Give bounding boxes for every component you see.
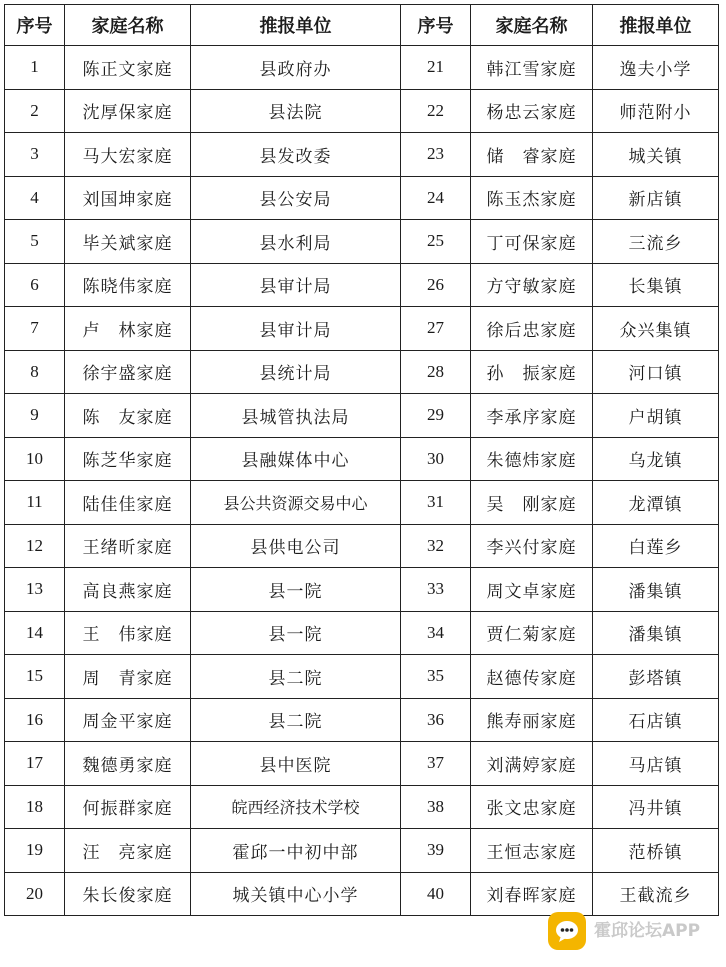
cell-family-name: 赵德传家庭: [471, 655, 593, 699]
cell-family-name: 朱长俊家庭: [65, 872, 191, 916]
cell-family-name: 刘满婷家庭: [471, 742, 593, 786]
cell-nominating-unit: 县法院: [191, 89, 401, 133]
header-seq: 序号: [401, 5, 471, 46]
table-row: [5, 394, 719, 438]
cell-nominating-unit: 彭塔镇: [593, 655, 719, 699]
cell-seq: 9: [5, 394, 65, 438]
header-row: [5, 5, 719, 46]
cell-nominating-unit: 马店镇: [593, 742, 719, 786]
cell-seq: 33: [401, 568, 471, 612]
cell-seq: 32: [401, 524, 471, 568]
cell-nominating-unit: 长集镇: [593, 263, 719, 307]
chat-bubble-icon: [548, 912, 586, 950]
cell-seq: 2: [5, 89, 65, 133]
cell-nominating-unit: 县二院: [191, 655, 401, 699]
cell-seq: 10: [5, 437, 65, 481]
cell-seq: 11: [5, 481, 65, 525]
table-row: [5, 350, 719, 394]
cell-family-name: 徐后忠家庭: [471, 307, 593, 351]
table-row: [5, 481, 719, 525]
cell-nominating-unit: 新店镇: [593, 176, 719, 220]
cell-family-name: 朱德炜家庭: [471, 437, 593, 481]
cell-seq: 13: [5, 568, 65, 612]
table-row: [5, 437, 719, 481]
cell-nominating-unit: 河口镇: [593, 350, 719, 394]
table-row: [5, 176, 719, 220]
cell-family-name: 陆佳佳家庭: [65, 481, 191, 525]
cell-family-name: 刘春晖家庭: [471, 872, 593, 916]
table-row: [5, 263, 719, 307]
cell-nominating-unit: 县政府办: [191, 46, 401, 90]
cell-seq: 24: [401, 176, 471, 220]
cell-seq: 23: [401, 133, 471, 177]
cell-nominating-unit: 县水利局: [191, 220, 401, 264]
cell-family-name: 方守敏家庭: [471, 263, 593, 307]
cell-nominating-unit: 石店镇: [593, 698, 719, 742]
cell-nominating-unit: 师范附小: [593, 89, 719, 133]
cell-family-name: 王 伟家庭: [65, 611, 191, 655]
cell-family-name: 刘国坤家庭: [65, 176, 191, 220]
cell-nominating-unit: 三流乡: [593, 220, 719, 264]
cell-family-name: 孙 振家庭: [471, 350, 593, 394]
header-seq: 序号: [5, 5, 65, 46]
cell-seq: 7: [5, 307, 65, 351]
cell-seq: 37: [401, 742, 471, 786]
cell-seq: 26: [401, 263, 471, 307]
cell-family-name: 李承序家庭: [471, 394, 593, 438]
cell-nominating-unit: 众兴集镇: [593, 307, 719, 351]
table-row: [5, 46, 719, 90]
cell-nominating-unit: 龙潭镇: [593, 481, 719, 525]
cell-family-name: 汪 亮家庭: [65, 829, 191, 873]
table-body: [5, 46, 719, 916]
cell-family-name: 马大宏家庭: [65, 133, 191, 177]
cell-family-name: 王绪昕家庭: [65, 524, 191, 568]
cell-seq: 15: [5, 655, 65, 699]
header-family-name: 家庭名称: [471, 5, 593, 46]
cell-nominating-unit: 县审计局: [191, 263, 401, 307]
cell-nominating-unit: 户胡镇: [593, 394, 719, 438]
cell-family-name: 张文忠家庭: [471, 785, 593, 829]
table-row: [5, 568, 719, 612]
cell-nominating-unit: 县公共资源交易中心: [191, 481, 401, 525]
cell-nominating-unit: 县中医院: [191, 742, 401, 786]
cell-seq: 29: [401, 394, 471, 438]
cell-seq: 36: [401, 698, 471, 742]
cell-family-name: 王恒志家庭: [471, 829, 593, 873]
cell-family-name: 陈 友家庭: [65, 394, 191, 438]
watermark: [548, 902, 720, 960]
cell-family-name: 何振群家庭: [65, 785, 191, 829]
cell-seq: 20: [5, 872, 65, 916]
table-row: [5, 785, 719, 829]
header-nominating-unit: 推报单位: [593, 5, 719, 46]
cell-nominating-unit: 县审计局: [191, 307, 401, 351]
cell-seq: 4: [5, 176, 65, 220]
cell-seq: 28: [401, 350, 471, 394]
cell-seq: 22: [401, 89, 471, 133]
cell-family-name: 杨忠云家庭: [471, 89, 593, 133]
cell-nominating-unit: 城关镇中心小学: [191, 872, 401, 916]
table-row: [5, 524, 719, 568]
cell-family-name: 徐宇盛家庭: [65, 350, 191, 394]
cell-family-name: 陈玉杰家庭: [471, 176, 593, 220]
cell-family-name: 储 睿家庭: [471, 133, 593, 177]
cell-nominating-unit: 白莲乡: [593, 524, 719, 568]
header-nominating-unit: 推报单位: [191, 5, 401, 46]
table-row: [5, 829, 719, 873]
cell-family-name: 周金平家庭: [65, 698, 191, 742]
table-row: [5, 307, 719, 351]
cell-seq: 12: [5, 524, 65, 568]
cell-seq: 6: [5, 263, 65, 307]
cell-nominating-unit: 潘集镇: [593, 611, 719, 655]
cell-seq: 38: [401, 785, 471, 829]
cell-nominating-unit: 县城管执法局: [191, 394, 401, 438]
cell-family-name: 李兴付家庭: [471, 524, 593, 568]
table-row: [5, 655, 719, 699]
family-roster-table: [4, 4, 719, 916]
cell-nominating-unit: 县一院: [191, 611, 401, 655]
cell-nominating-unit: 范桥镇: [593, 829, 719, 873]
cell-seq: 21: [401, 46, 471, 90]
cell-nominating-unit: 潘集镇: [593, 568, 719, 612]
cell-seq: 40: [401, 872, 471, 916]
cell-nominating-unit: 乌龙镇: [593, 437, 719, 481]
cell-family-name: 沈厚保家庭: [65, 89, 191, 133]
cell-family-name: 吴 刚家庭: [471, 481, 593, 525]
cell-seq: 16: [5, 698, 65, 742]
cell-nominating-unit: 县融媒体中心: [191, 437, 401, 481]
cell-seq: 25: [401, 220, 471, 264]
cell-family-name: 周 青家庭: [65, 655, 191, 699]
cell-nominating-unit: 县一院: [191, 568, 401, 612]
table-row: [5, 133, 719, 177]
cell-seq: 19: [5, 829, 65, 873]
cell-family-name: 魏德勇家庭: [65, 742, 191, 786]
cell-nominating-unit: 县二院: [191, 698, 401, 742]
cell-nominating-unit: 县供电公司: [191, 524, 401, 568]
cell-seq: 18: [5, 785, 65, 829]
cell-nominating-unit: 王截流乡: [593, 872, 719, 916]
cell-family-name: 韩江雪家庭: [471, 46, 593, 90]
cell-family-name: 毕关斌家庭: [65, 220, 191, 264]
cell-seq: 5: [5, 220, 65, 264]
cell-seq: 8: [5, 350, 65, 394]
cell-nominating-unit: 霍邱一中初中部: [191, 829, 401, 873]
table-row: [5, 611, 719, 655]
cell-seq: 1: [5, 46, 65, 90]
cell-nominating-unit: 城关镇: [593, 133, 719, 177]
cell-seq: 31: [401, 481, 471, 525]
cell-family-name: 丁可保家庭: [471, 220, 593, 264]
cell-family-name: 贾仁菊家庭: [471, 611, 593, 655]
cell-seq: 17: [5, 742, 65, 786]
table-row: [5, 220, 719, 264]
cell-nominating-unit: 县发改委: [191, 133, 401, 177]
cell-family-name: 陈晓伟家庭: [65, 263, 191, 307]
cell-family-name: 卢 林家庭: [65, 307, 191, 351]
cell-seq: 3: [5, 133, 65, 177]
cell-nominating-unit: 县统计局: [191, 350, 401, 394]
cell-seq: 14: [5, 611, 65, 655]
cell-seq: 27: [401, 307, 471, 351]
header-family-name: 家庭名称: [65, 5, 191, 46]
table-row: [5, 698, 719, 742]
cell-nominating-unit: 县公安局: [191, 176, 401, 220]
cell-family-name: 陈芝华家庭: [65, 437, 191, 481]
table-row: [5, 89, 719, 133]
cell-family-name: 高良燕家庭: [65, 568, 191, 612]
cell-nominating-unit: 冯井镇: [593, 785, 719, 829]
cell-nominating-unit: 皖西经济技术学校: [191, 785, 401, 829]
cell-seq: 35: [401, 655, 471, 699]
cell-seq: 34: [401, 611, 471, 655]
cell-family-name: 周文卓家庭: [471, 568, 593, 612]
cell-seq: 39: [401, 829, 471, 873]
cell-nominating-unit: 逸夫小学: [593, 46, 719, 90]
cell-family-name: 陈正文家庭: [65, 46, 191, 90]
cell-family-name: 熊寿丽家庭: [471, 698, 593, 742]
watermark-text: 霍邱论坛APP: [594, 920, 701, 941]
table-row: [5, 742, 719, 786]
cell-seq: 30: [401, 437, 471, 481]
